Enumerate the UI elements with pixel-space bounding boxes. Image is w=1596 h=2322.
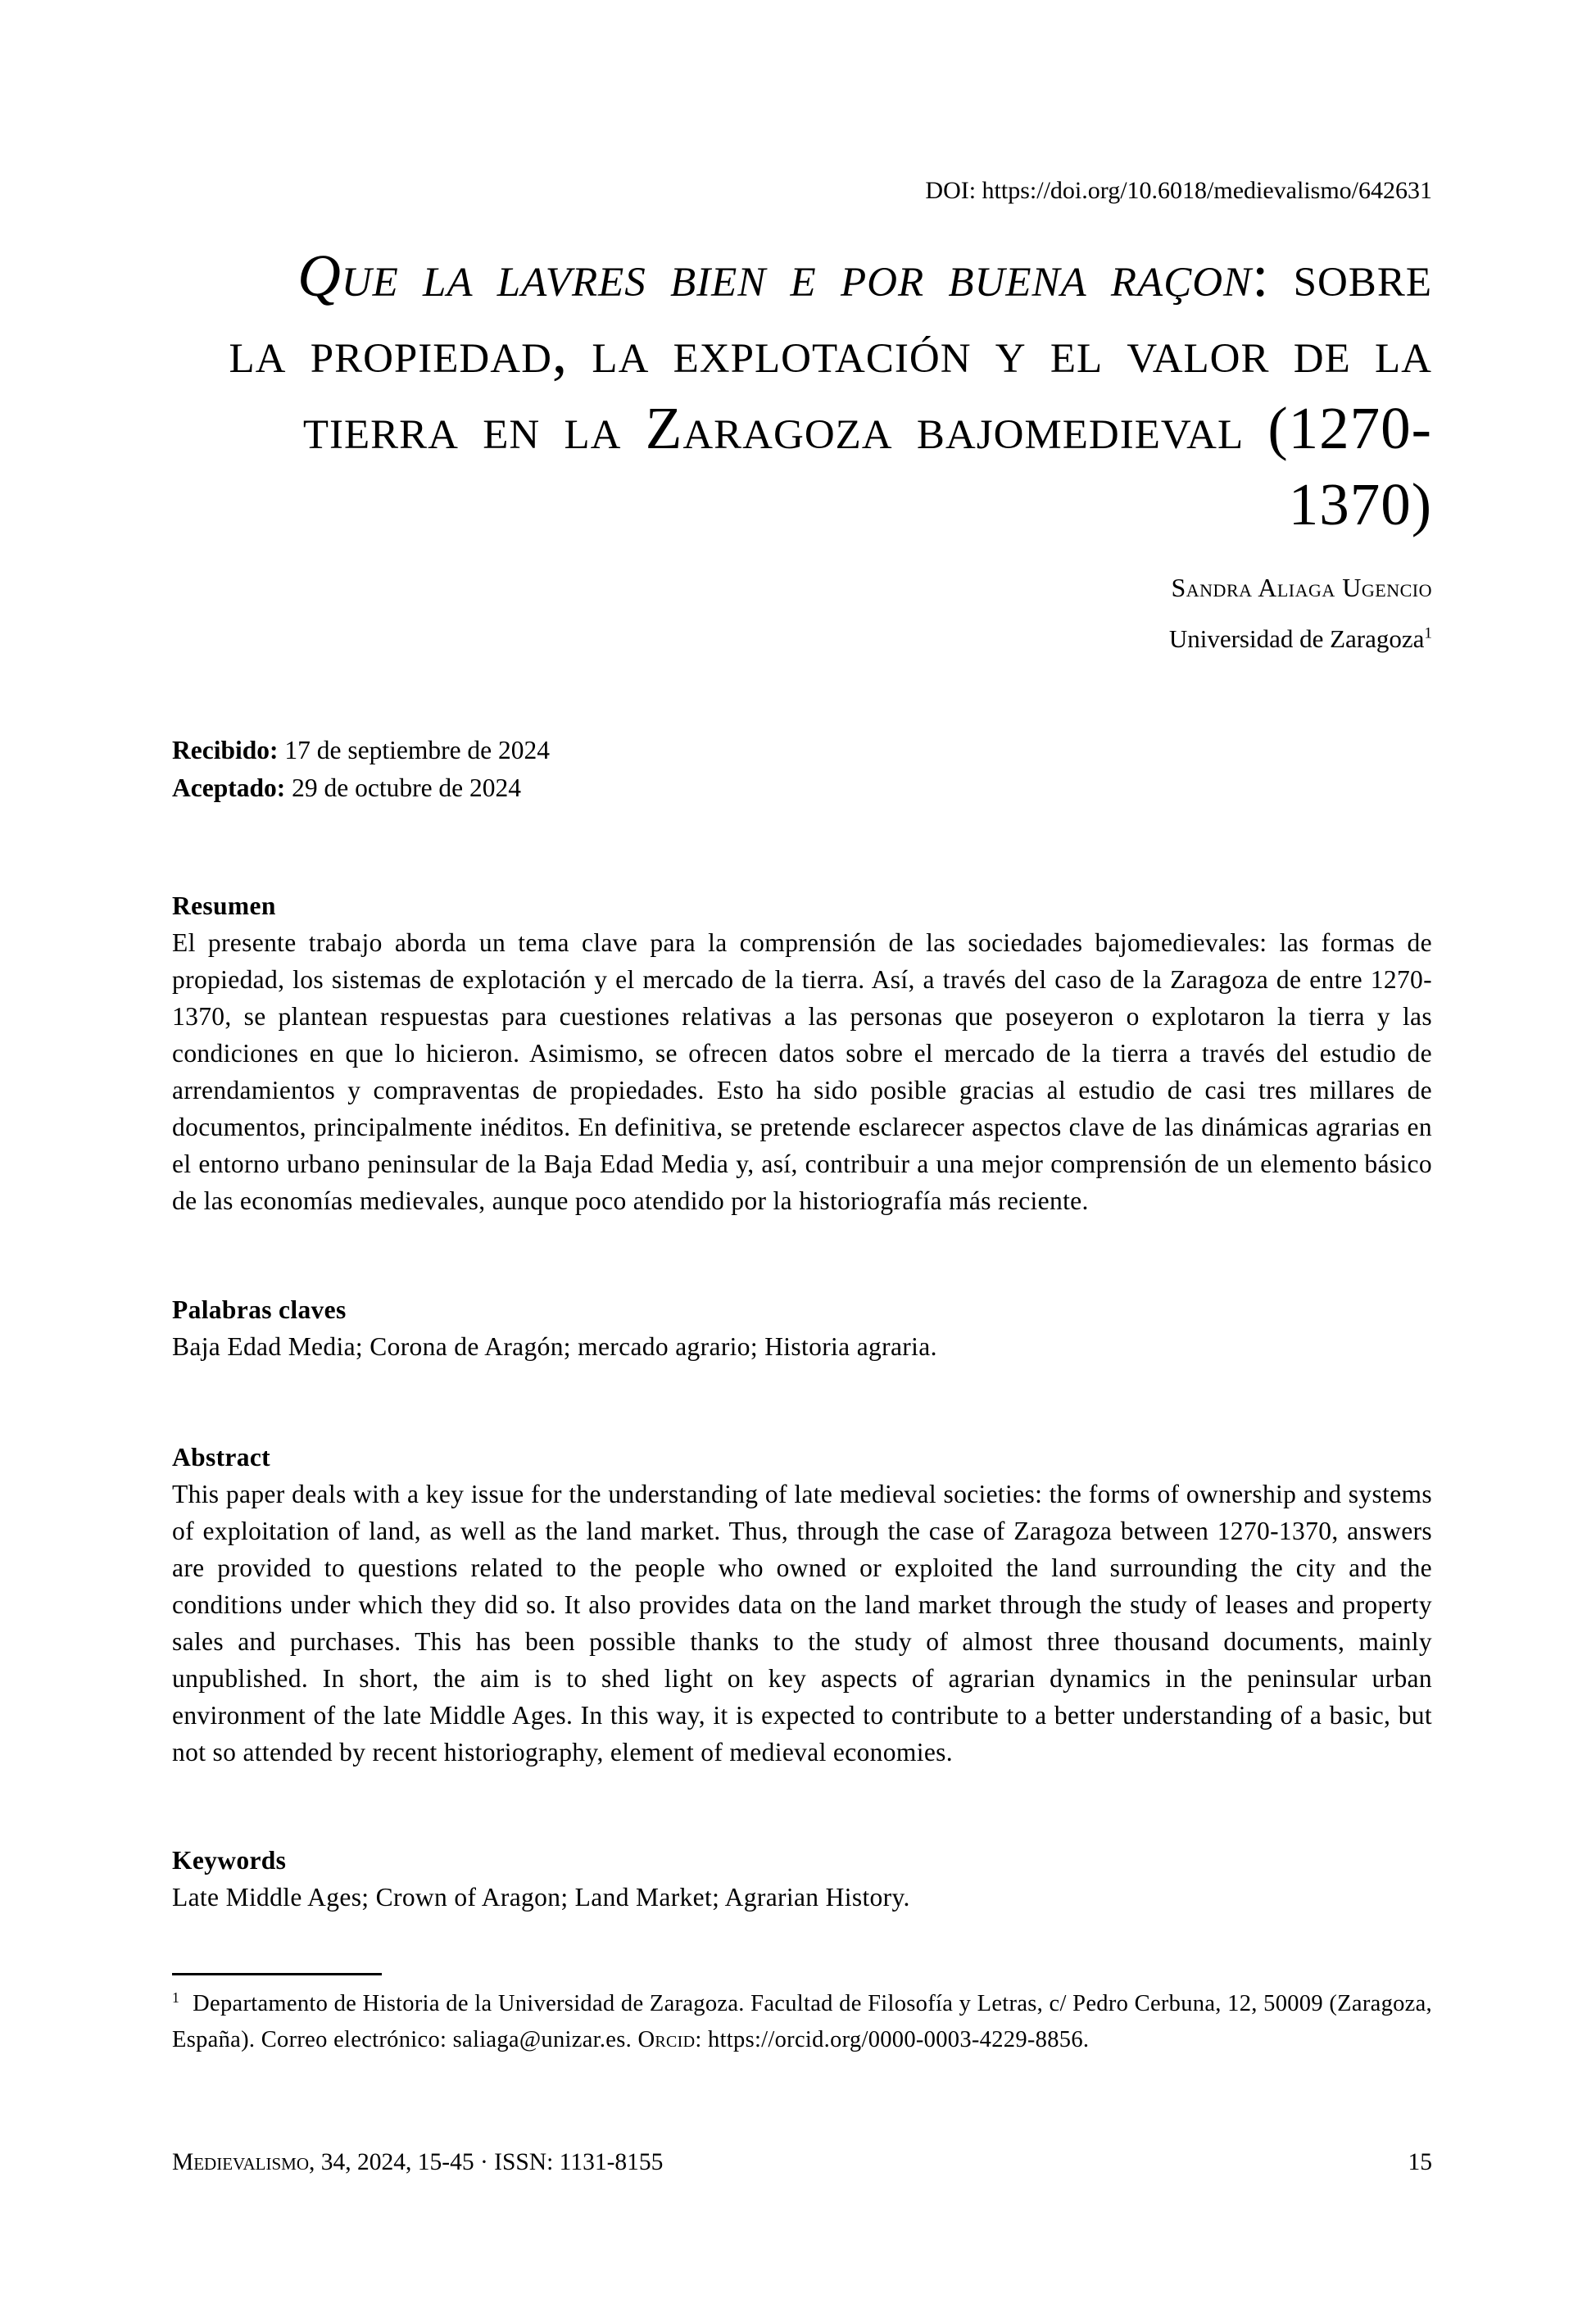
author-affiliation-row: [172, 614, 1432, 664]
footnote-separator-rule: [172, 1973, 382, 1975]
footnote-email-link[interactable]: saliaga@unizar.es: [452, 2027, 626, 2052]
footer-journal-info: [172, 2147, 663, 2178]
footer-journal-name: Medievalismo: [172, 2149, 310, 2175]
abstract-body: This paper deals with a key issue for the understanding of late medieval societies: the forms of ownership and systems of exploitation of land, as well as the land market. Thus, through the case of Zaragoza between 1270-1370, answers are provided to questions related to the people who owned or exploited the land surrounding the city and the conditions under which they did so. It also provides data on the land market through the study of leases and property sales and purchases. This has been possible thanks to the study of almost three thousand documents, mainly unpublished. In short, the aim is to shed light on key aspects of agrarian dynamics in the peninsular urban environment of the late Middle Ages. In this way, it is expected to contribute to a better understanding of a basic, but not so attended by recent historiography, element of medieval economies.: [172, 1480, 1432, 1766]
title-line-3: tierra en la Zaragoza bajomedieval (1270-1370): [302, 395, 1432, 537]
orcid-colon: :: [695, 2027, 709, 2052]
author-name: Sandra Aliaga Ugencio: [1171, 573, 1432, 602]
abstract-heading: Abstract: [172, 1443, 271, 1472]
resumen-body: El presente trabajo aborda un tema clave para la comprensión de las sociedades bajomedievales: las formas de propiedad, los sistemas de explotación y el mercado de la tierra. Así, a través del caso de la Zaragoza de entre 1270-1370, se plantean respuestas para cuestiones relativas a las personas que poseyeron o explotaron la tierra y las condiciones en que lo hicieron. Asimismo, se ofrecen datos sobre el mercado de la tierra a través del estudio de arrendamientos y compraventas de propiedades. Esto ha sido posible gracias al estudio de casi tres millares de documentos, principalmente inéditos. En definitiva, se pretende esclarecer aspectos clave de las dinámicas agrarias en el entorno urbano peninsular de la Baja Edad Media y, así, contribuir a una mejor comprensión de un elemento básico de las economías medievales, aunque poco atendido por la historiografía más reciente.: [172, 928, 1432, 1215]
title-line-2: la propiedad, la explotación y el valor de la: [229, 319, 1432, 385]
doi-text[interactable]: DOI: https://doi.org/10.6018/medievalismo/642631: [925, 177, 1432, 204]
footer-journal-meta: , 34, 2024, 15-45 · ISSN: 1131-8155: [309, 2149, 664, 2175]
author-affiliation: Universidad de Zaragoza: [1168, 624, 1425, 653]
palabras-claves-body: Baja Edad Media; Corona de Aragón; mercado agrario; Historia agraria.: [172, 1332, 937, 1361]
received-row: [172, 732, 1432, 769]
footnote-text: Departamento de Historia de la Universidad de Zaragoza. Facultad de Filosofía y Letras, c/ Pedro Cerbuna, 12, 50009 (Zaragoza, España). Correo electrónico:: [172, 1991, 1432, 2052]
keywords-body: Late Middle Ages; Crown of Aragon; Land Market; Agrarian History.: [172, 1883, 910, 1912]
accepted-label: Aceptado:: [172, 773, 286, 802]
dates-block: [172, 732, 1432, 807]
title-quote-italic: Que la lavres bien e por buena raçon: [297, 243, 1253, 309]
footer-page-number: 15: [1408, 2149, 1432, 2175]
footnote-closing-period: .: [1082, 2027, 1090, 2052]
section-palabras-claves: [172, 1291, 1432, 1365]
footnote-marker: 1: [172, 1989, 180, 2006]
received-value: 17 de septiembre de 2024: [278, 736, 551, 764]
footnote-after-email: .: [625, 2027, 638, 2052]
title-line-1-rest: : sobre: [1252, 243, 1432, 309]
author-name-row: [172, 562, 1432, 614]
doi-line[interactable]: [172, 175, 1432, 206]
accepted-row: [172, 769, 1432, 807]
article-title: [172, 238, 1432, 542]
affiliation-footnote-ref[interactable]: 1: [1424, 624, 1432, 642]
title-line-1: [172, 238, 1432, 314]
keywords-heading: Keywords: [172, 1846, 287, 1875]
orcid-label: Orcid: [637, 2027, 696, 2052]
accepted-value: 29 de octubre de 2024: [285, 773, 522, 802]
palabras-claves-heading: Palabras claves: [172, 1295, 347, 1324]
footnote: [172, 1986, 1432, 2058]
author-block: [172, 562, 1432, 664]
orcid-url-link[interactable]: https://orcid.org/0000-0003-4229-8856: [708, 2027, 1083, 2052]
received-label: Recibido:: [172, 736, 279, 764]
page-footer: [172, 2147, 1432, 2178]
section-keywords: [172, 1842, 1432, 1916]
resumen-heading: Resumen: [172, 891, 276, 920]
section-abstract: [172, 1439, 1432, 1771]
section-resumen: [172, 887, 1432, 1219]
